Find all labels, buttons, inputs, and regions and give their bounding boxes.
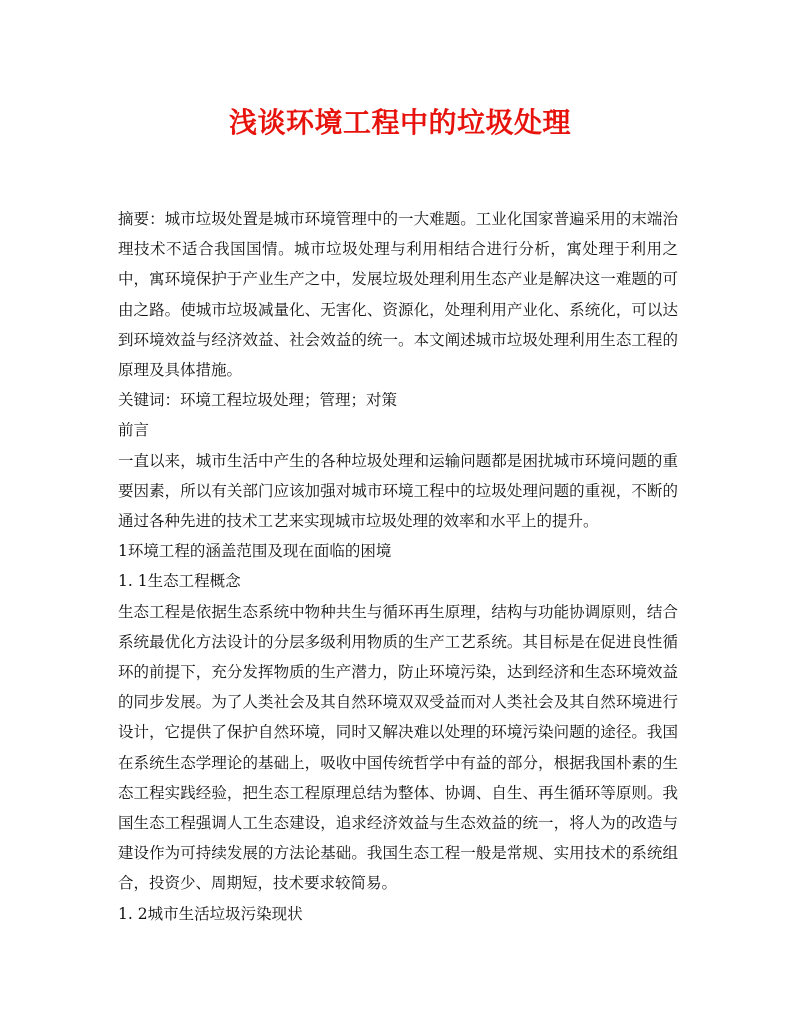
keywords-line: 关键词：环境工程垃圾处理；管理；对策 xyxy=(118,391,398,410)
section-1-heading: 1环境工程的涵盖范围及现在面临的困境 xyxy=(118,542,392,561)
section-1-1-heading: 1. 1生态工程概念 xyxy=(118,572,241,591)
preface-heading: 前言 xyxy=(118,421,150,440)
section-1-2-heading: 1. 2城市生活垃圾污染现状 xyxy=(118,904,303,923)
preface-paragraph: 一直以来，城市生活中产生的各种垃圾处理和运输问题都是困扰城市环境问题的重要因素，所以有关部门应该加强对城市环境工程中的垃圾处理问题的重视，不断的通过各种先进的技术工艺来实现城市垃圾处理的效率和水平上的提升。 xyxy=(118,451,678,531)
document-body xyxy=(118,204,678,929)
abstract-paragraph: 摘要：城市垃圾处置是城市环境管理中的一大难题。工业化国家普遍采用的末端治理技术不适合我国国情。城市垃圾处理与利用相结合进行分析，寓处理于利用之中，寓环境保护于产业生产之中，发展垃圾处理利用生态产业是解决这一难题的可由之路。使城市垃圾减量化、无害化、资源化，处理利用产业化、系统化，可以达到环境效益与经济效益、社会效益的统一。本文阐述城市垃圾处理利用生态工程的原理及具体措施。 xyxy=(118,210,678,380)
document-title: 浅谈环境工程中的垃圾处理 xyxy=(228,106,571,139)
section-1-1-paragraph: 生态工程是依据生态系统中物种共生与循环再生原理，结构与功能协调原则，结合系统最优化方法设计的分层多级利用物质的生产工艺系统。其目标是在促进良性循环的前提下，充分发挥物质的生产潜力，防止环境污染，达到经济和生态环境效益的同步发展。为了人类社会及其自然环境双双受益而对人类社会及其自然环境进行设计，它提供了保护自然环境，同时又解决难以处理的环境污染问题的途径。我国在系统生态学理论的基础上，吸收中国传统哲学中有益的部分，根据我国朴素的生态工程实践经验，把生态工程原理总结为整体、协调、自生、再生循环等原则。我国生态工程强调人工生态建设，追求经济效益与生态效益的统一，将人为的改造与建设作为可持续发展的方法论基础。我国生态工程一般是常规、实用技术的系统组合，投资少、周期短，技术要求较简易。 xyxy=(118,602,678,893)
